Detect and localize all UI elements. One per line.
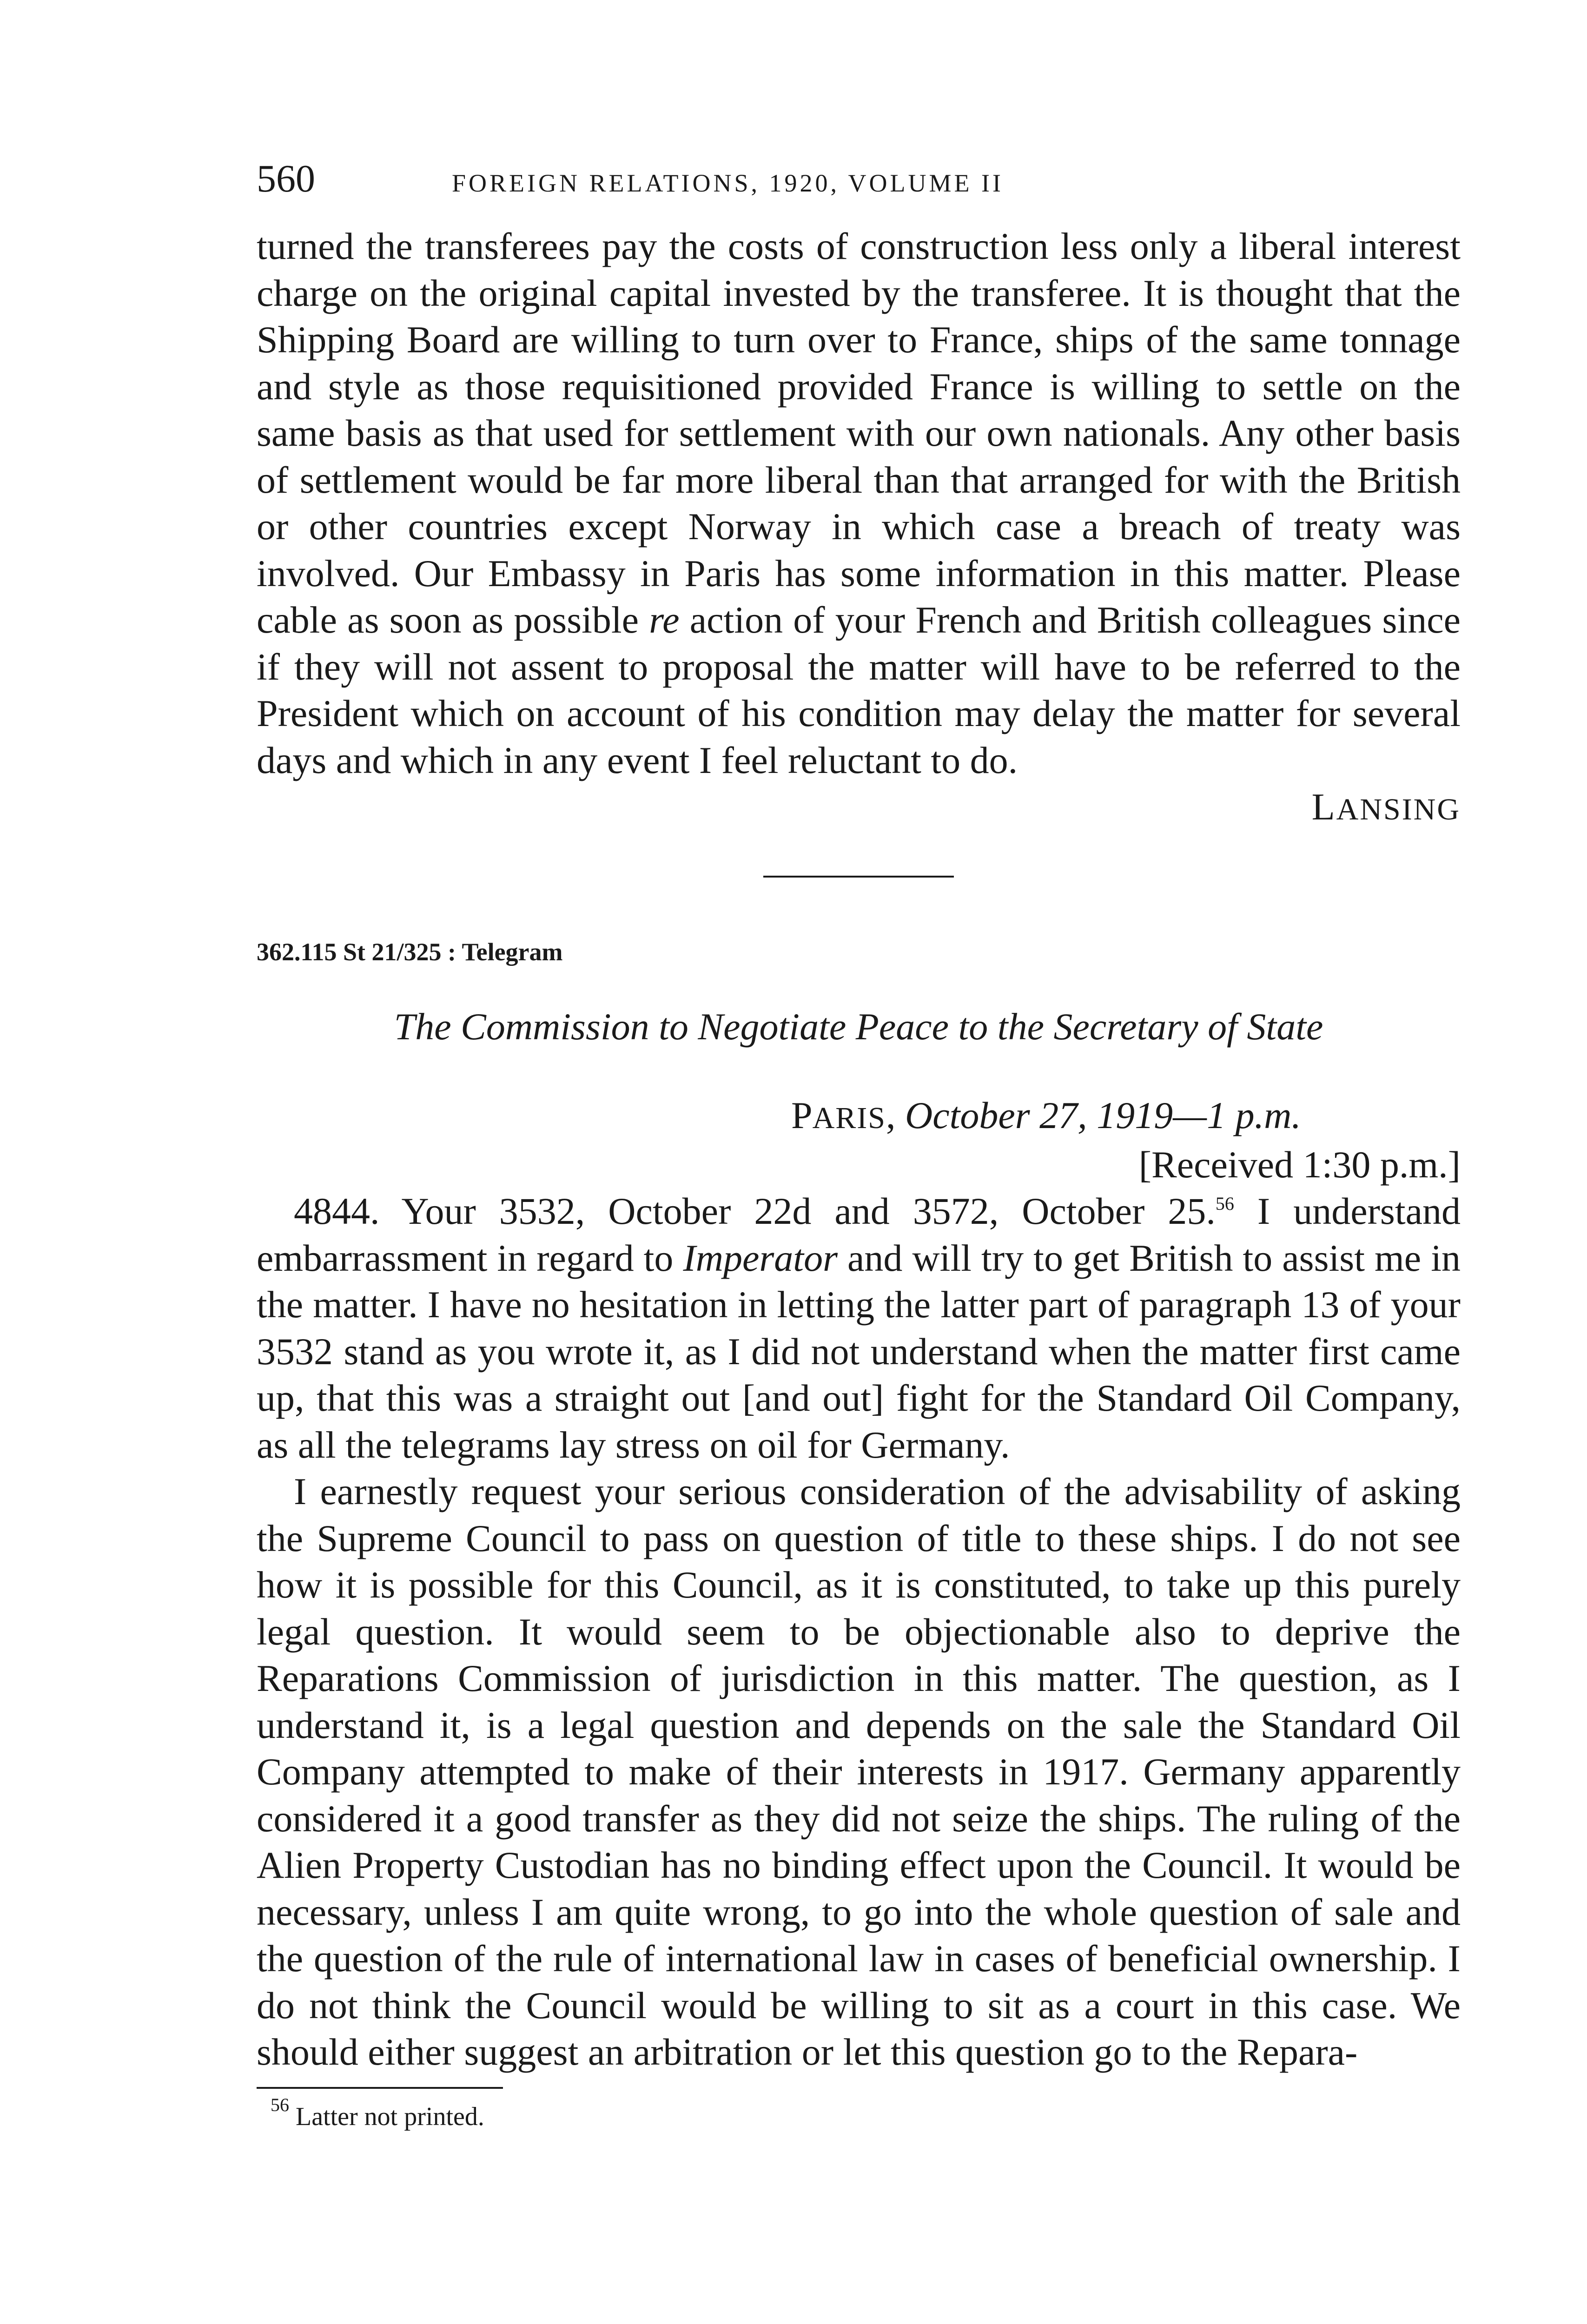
document-heading: The Commission to Negotiate Peace to the Secretary of State <box>394 1005 1323 1048</box>
ship-name: Imperator <box>683 1236 838 1279</box>
footnote-text: Latter not printed. <box>296 2102 484 2131</box>
dateline-date: October 27, 1919—1 p.m. <box>905 1094 1301 1136</box>
telegram-paragraph-1-text-2: I understand embarrassment in regard to <box>257 1190 1461 1279</box>
section-separator <box>763 876 954 878</box>
footnote-number: 56 <box>271 2094 289 2115</box>
page <box>257 153 1461 2135</box>
continued-paragraph-text-1: turned the transferees pay the costs of construction less only a liberal interest charge on the original capital invested by the transferee. It is thought that the Shipping Board are willing to turn over to France, ships of the same tonnage and style as those requisitioned provided France is willing to settle on the same basis as that used for settlement with our own nationals. Any other basis of settlement would be far more liberal than that arranged for with the British or other countries except Norway in which case a breach of treaty was involved. Our Embassy in Paris has some information in this matter. Please cable as soon as possible <box>257 225 1461 641</box>
signature-rest: ANSING <box>1336 792 1461 826</box>
dateline: PARIS, October 27, 1919—1 p.m. <box>791 1094 1301 1136</box>
running-head <box>257 153 1461 205</box>
dateline-place-rest: ARIS <box>812 1101 886 1135</box>
page-number: 560 <box>257 157 315 200</box>
telegram-paragraph-1-text-1: 4844. Your 3532, October 22d and 3572, October 25. <box>294 1190 1216 1232</box>
signature <box>257 784 1461 833</box>
running-title: FOREIGN RELATIONS, 1920, VOLUME II <box>452 169 1004 197</box>
footnote <box>271 2094 1461 2135</box>
continued-paragraph-text-2: action of your French and British colleagues since if they will not assent to proposal the matter will have to be referred to the President which on account of his condition may delay the matter for several days and which in any event I feel reluctant to do. <box>257 599 1461 781</box>
file-reference: 362.115 St 21/325 : Telegram <box>257 938 563 966</box>
telegram-paragraph-1-text-3: and will try to get British to assist me in the matter. I have no hesitation in letting the latter part of paragraph 13 of your 3532 stand as you wrote it, as I did not understand when the matter first came up, that this was a straight out [and out] fight for the Standard Oil Company, as all the telegrams lay stress on oil for Germany. <box>257 1236 1461 1466</box>
footnote-rule <box>257 2087 503 2089</box>
received-note: [Received 1:30 p.m.] <box>1138 1143 1461 1186</box>
dateline-place-initial: P <box>791 1094 813 1136</box>
signature-initial: L <box>1311 786 1336 828</box>
footnote-reference: 56 <box>1215 1193 1234 1214</box>
re-italic: re <box>649 599 680 641</box>
continued-paragraph <box>257 223 1461 784</box>
telegram-paragraph-1 <box>257 1188 1461 1468</box>
telegram-paragraph-2: I earnestly request your serious consideration of the advisability of asking the Supreme Council to pass on question of title to these ships. I do not see how it is possible for this Council, as it is constituted, to take up this purely legal question. It would seem to be objectionable also to deprive the Reparations Commission of jurisdiction in this matter. The question, as I understand it, is a legal question and depends on the sale the Standard Oil Company attempted to make of their interests in 1917. Germany apparently considered it a good transfer as they did not seize the ships. The ruling of the Alien Property Custodian has no binding effect upon the Council. It would be necessary, unless I am quite wrong, to go into the whole question of sale and the question of the rule of international law in cases of beneficial ownership. I do not think the Council would be willing to sit as a court in this case. We should either suggest an arbitration or let this question go to the Repara- <box>257 1470 1461 2073</box>
